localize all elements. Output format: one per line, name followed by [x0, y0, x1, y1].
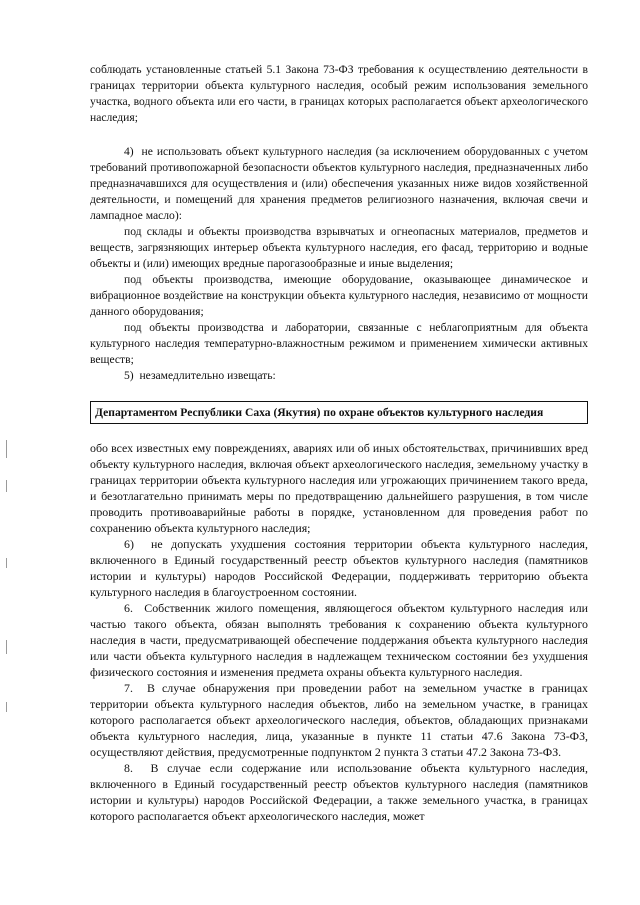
paragraph-item-4-laboratories: под объекты производства и лаборатории, связанные с неблагоприятным для объекта культурного наследия температурно-влажностным режимом и применением химически активных веществ;: [90, 321, 588, 366]
scan-margin-marks: [6, 440, 12, 740]
paragraph-intro: соблюдать установленные статьей 5.1 Закона 73-ФЗ требования к осуществлению деятельности в границах территории объекта культурного наследия, особый режим использования земельного участка, водного объекта или его части, в границах которых располагается объект археологического наследия;: [90, 63, 588, 124]
paragraph-section-8: 8. В случае если содержание или использование объекта культурного наследия, включенного в Единый государственный реестр объектов культурного наследия (памятников истории и культуры) народов Российской Федерации, а также земельного участка, в границах которого располагается объект археологического наследия, может: [90, 761, 588, 823]
paragraph-item-4: 4) не использовать объект культурного наследия (за исключением оборудованных с учетом требований противопожарной безопасности объектов культурного наследия, предназначенных либо предназначавшихся для осуществления и (или) обеспечения указанных ниже видов хозяйственной деятельности, и помещений для хранения предметов религиозного назначения, включая свечи и лампадное масло):: [90, 145, 588, 222]
paragraph-subitem-6: 6) не допускать ухудшения состояния территории объекта культурного наследия, включенного в Единый государственный реестр объектов культурного наследия (памятников истории и культуры) народов Российской Федерации, поддерживать территорию объекта культурного наследия в благоустроенном состоянии.: [90, 537, 588, 599]
paragraph-item-5-continued: обо всех известных ему повреждениях, авариях или об иных обстоятельствах, причинивших вред объекту культурного наследия, включая объект археологического наследия, земельному участку в границах территории объекта культурного наследия или угрожающих причинением такого вреда, и безотлагательно принимать меры по предотвращению дальнейшего разрушения, в том числе проводить противоаварийные работы в порядке, установленном для проведения работ по сохранению объекта культурного наследия;: [90, 441, 588, 535]
paragraph-item-4-production: под объекты производства, имеющие оборудование, оказывающее динамическое и вибрационное воздействие на конструкции объекта культурного наследия, независимо от мощности данного оборудования;: [90, 273, 588, 318]
paragraph-section-7: 7. В случае обнаружения при проведении работ на земельном участке в границах территории объекта культурного наследия объектов, либо на земельном участке, в границах которого располагается объект археологического наследия, объектов, обладающих признаками объекта культурного наследия, лица, указанные в пункте 11 статьи 47.6 Закона 73-ФЗ, осуществляют действия, предусмотренные подпунктом 2 пункта 3 статьи 47.2 Закона 73-ФЗ.: [90, 681, 588, 759]
paragraph-item-5: 5) незамедлительно извещать:: [124, 369, 276, 382]
paragraph-section-6: 6. Собственник жилого помещения, являющегося объектом культурного наследия или частью такого объекта, обязан выполнять требования к сохранению объекта культурного наследия в части, предусматривающей обеспечение поддержания объекта культурного наследия или части объекта культурного наследия в надлежащем техническом состоянии без ухудшения физического состояния и изменения предмета охраны объекта культурного наследия.: [90, 601, 588, 679]
document-body: [90, 62, 588, 824]
paragraph-item-4-warehouses: под склады и объекты производства взрывчатых и огнеопасных материалов, предметов и веществ, загрязняющих интерьер объекта культурного наследия, его фасад, территорию и водные объекты и (или) имеющих вредные парогазообразные и иные выделения;: [90, 225, 588, 270]
boxed-notice: Департаментом Республики Саха (Якутия) по охране объектов культурного наследия: [90, 401, 588, 424]
